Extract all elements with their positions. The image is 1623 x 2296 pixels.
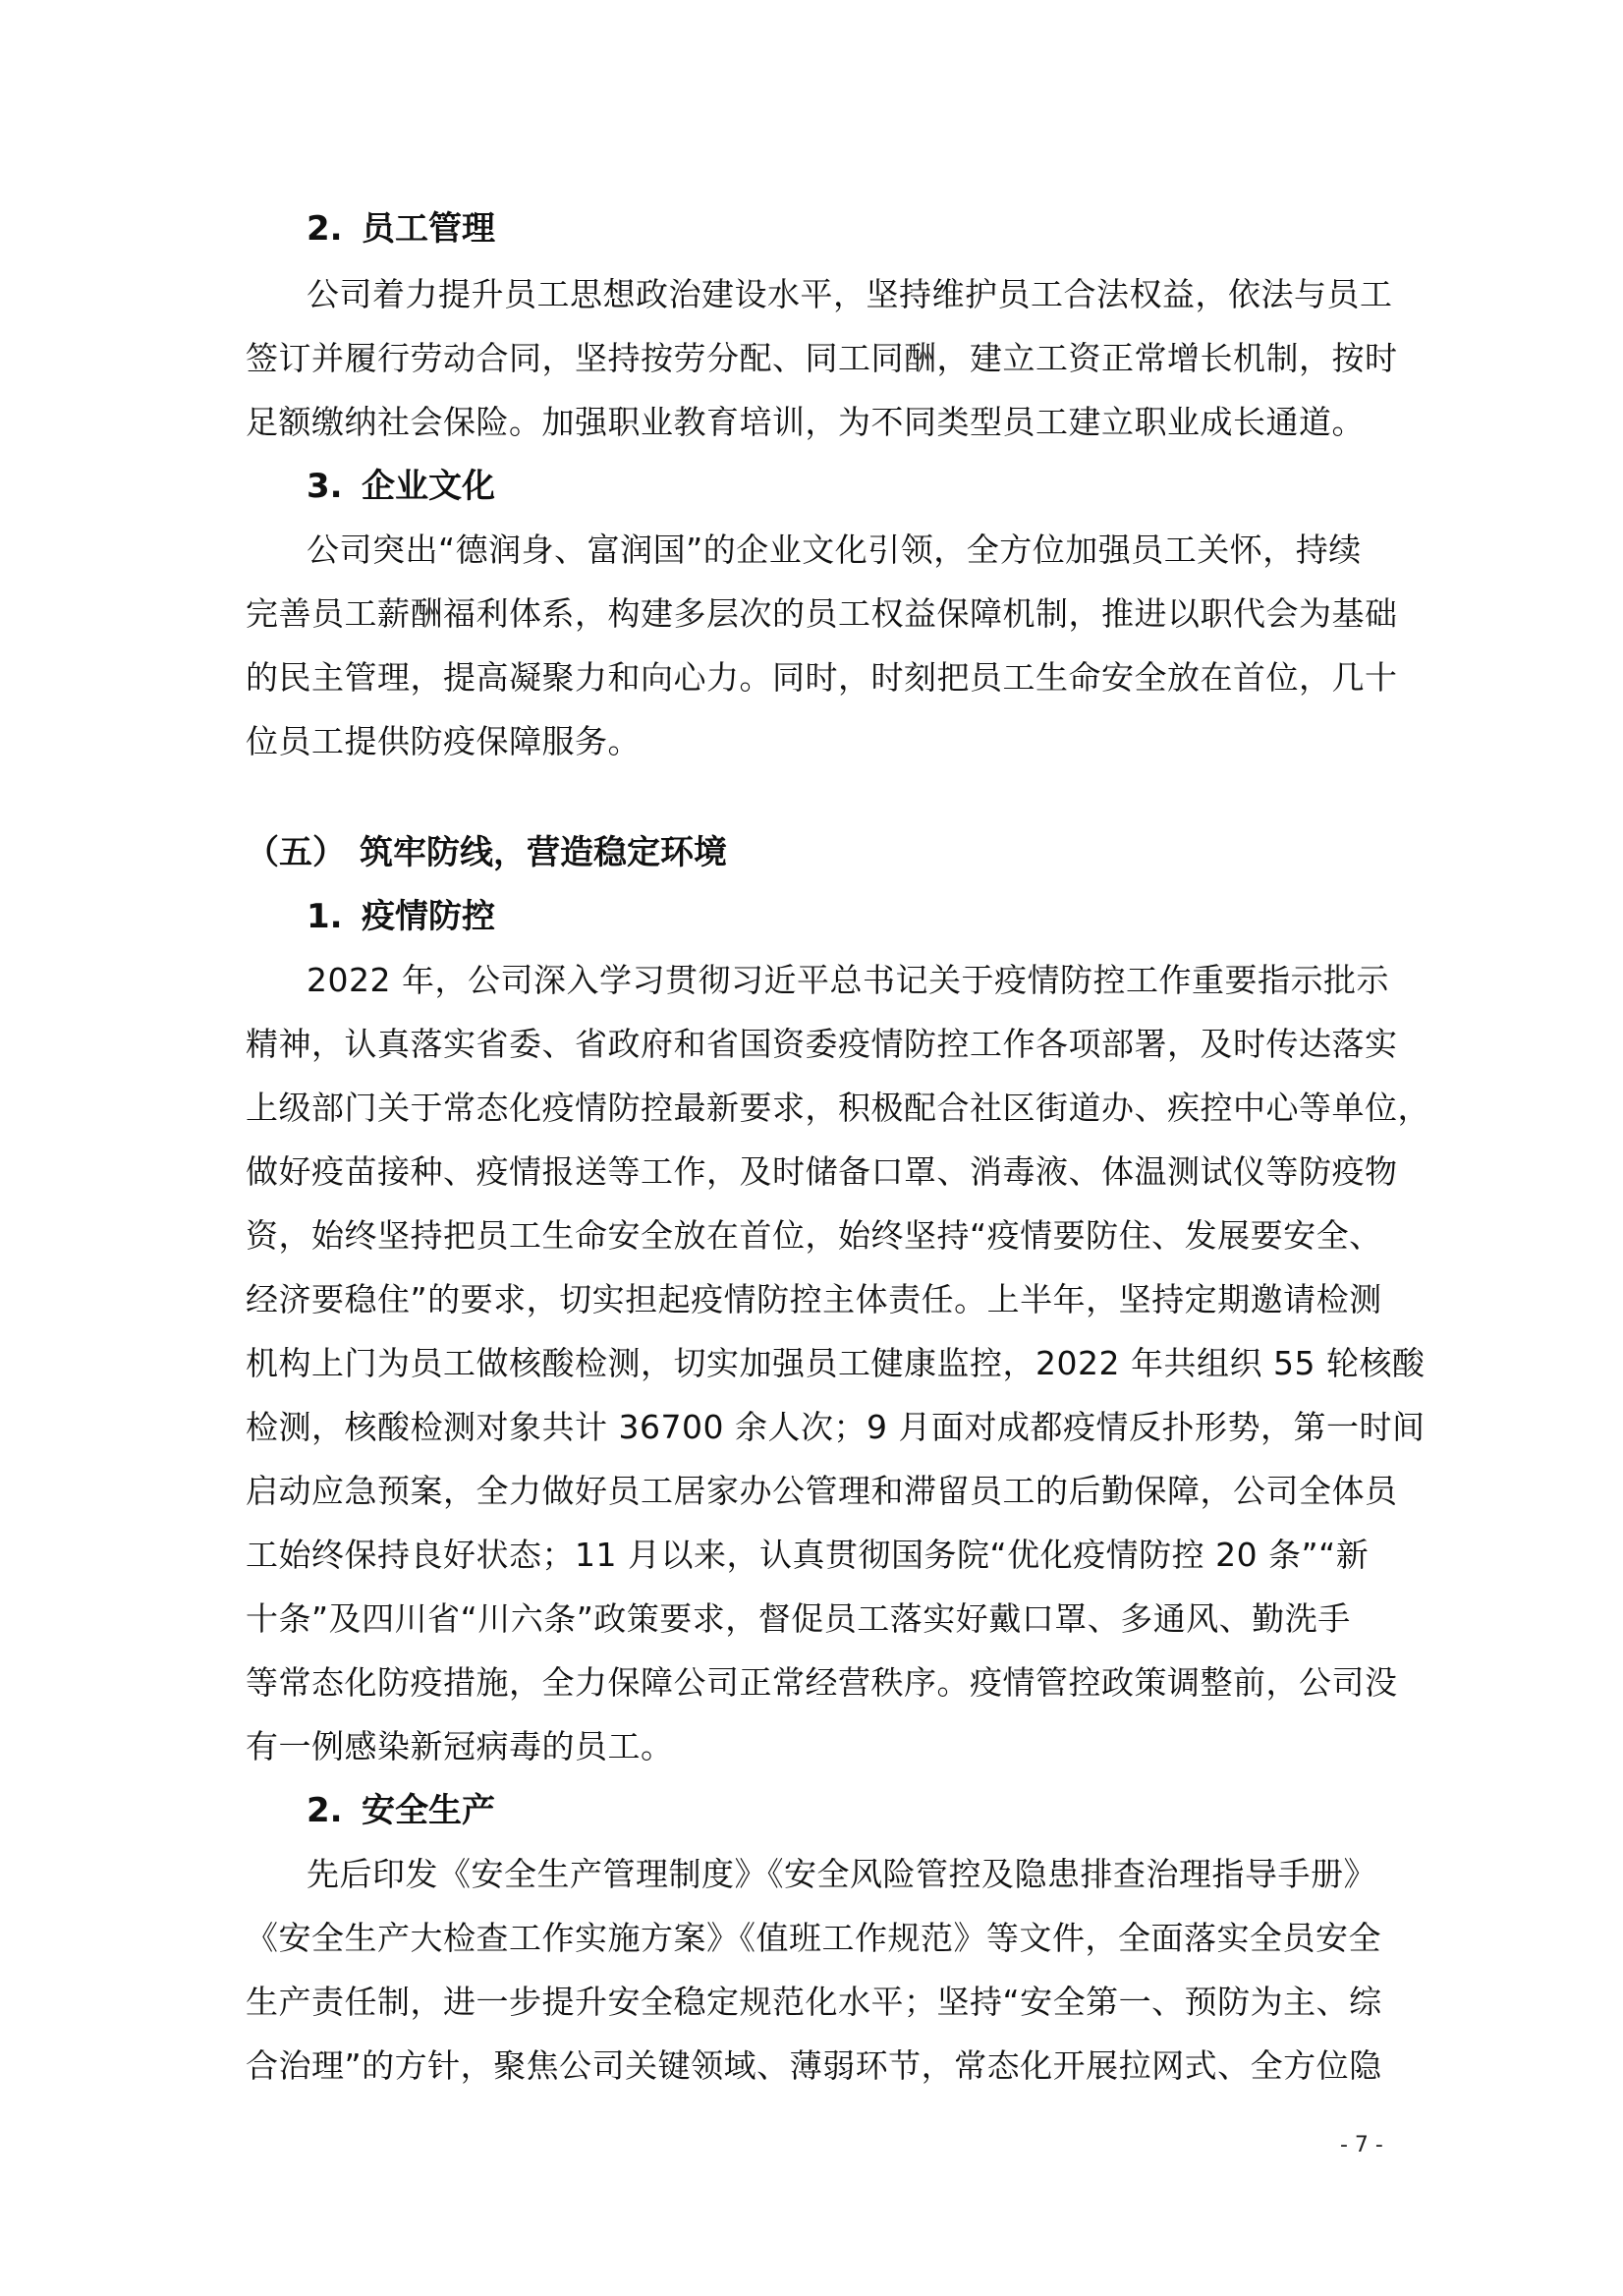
paragraph-line: 公司突出“德润身、富润国”的企业文化引领，全方位加强员工关怀，持续 [307, 531, 1362, 569]
paragraph-line: 工始终保持良好状态；11 月以来，认真贯彻国务院“优化疫情防控 20 条”“新 [246, 1536, 1370, 1574]
paragraph-line: 的民主管理，提高凝聚力和向心力。同时，时刻把员工生命安全放在首位，几十 [246, 658, 1398, 697]
paragraph-line: 经济要稳住”的要求，切实担起疫情防控主体责任。上半年，坚持定期邀请检测 [246, 1280, 1382, 1318]
section-title: 筑牢防线，营造稳定环境 [360, 833, 727, 872]
subheading-title: 安全生产 [362, 1791, 495, 1830]
subheading-title: 企业文化 [362, 467, 495, 506]
paragraph-line: 合治理”的方针，聚焦公司关键领域、薄弱环节，常态化开展拉网式、全方位隐 [246, 2046, 1382, 2085]
subheading-employee-management [307, 209, 495, 249]
paragraph-line: 启动应急预案，全力做好员工居家办公管理和滞留员工的后勤保障，公司全体员 [246, 1472, 1398, 1510]
paragraph-line: 完善员工薪酬福利体系，构建多层次的员工权益保障机制，推进以职代会为基础 [246, 594, 1398, 633]
page-number: - 7 - [1340, 2133, 1383, 2157]
paragraph-line: 资，始终坚持把员工生命安全放在首位，始终坚持“疫情要防住、发展要安全、 [246, 1216, 1382, 1255]
subheading-number: 1. [307, 897, 343, 936]
paragraph-line: 位员工提供防疫保障服务。 [246, 722, 641, 760]
paragraph-line: 2022 年，公司深入学习贯彻习近平总书记关于疫情防控工作重要指示批示 [307, 961, 1389, 999]
paragraph-line: 足额缴纳社会保险。加强职业教育培训，为不同类型员工建立职业成长通道。 [246, 403, 1365, 441]
section-number: （五） [246, 833, 346, 872]
paragraph-line: 检测，核酸检测对象共计 36700 余人次；9 月面对成都疫情反扑形势，第一时间 [246, 1408, 1426, 1446]
paragraph-line: 签订并履行劳动合同，坚持按劳分配、同工同酬，建立工资正常增长机制，按时 [246, 339, 1398, 377]
paragraph-line: 等常态化防疫措施，全力保障公司正常经营秩序。疫情管控政策调整前，公司没 [246, 1663, 1398, 1702]
paragraph-line: 先后印发《安全生产管理制度》《安全风险管控及隐患排查治理指导手册》 [307, 1855, 1376, 1893]
subheading-number: 3. [307, 467, 343, 506]
paragraph-line: 做好疫苗接种、疫情报送等工作，及时储备口罩、消毒液、体温测试仪等防疫物 [246, 1152, 1398, 1191]
paragraph-line: 上级部门关于常态化疫情防控最新要求，积极配合社区街道办、疾控中心等单位， [246, 1089, 1430, 1127]
subheading-epidemic-control [307, 897, 495, 936]
section-heading-five [246, 833, 727, 872]
paragraph-line: 十条”及四川省“川六条”政策要求，督促员工落实好戴口罩、多通风、勤洗手 [246, 1599, 1351, 1638]
paragraph-line: 公司着力提升员工思想政治建设水平，坚持维护员工合法权益，依法与员工 [307, 275, 1393, 313]
paragraph-line: 机构上门为员工做核酸检测，切实加强员工健康监控，2022 年共组织 55 轮核酸 [246, 1344, 1426, 1382]
subheading-production-safety [307, 1791, 495, 1830]
paragraph-line: 有一例感染新冠病毒的员工。 [246, 1727, 674, 1765]
paragraph-line: 《安全生产大检查工作实施方案》《值班工作规范》等文件，全面落实全员安全 [246, 1919, 1381, 1957]
subheading-number: 2. [307, 1791, 343, 1830]
subheading-corporate-culture [307, 467, 495, 506]
paragraph-line: 生产责任制，进一步提升安全稳定规范化水平；坚持“安全第一、预防为主、综 [246, 1983, 1382, 2021]
subheading-title: 疫情防控 [362, 897, 495, 936]
paragraph-line: 精神，认真落实省委、省政府和省国资委疫情防控工作各项部署，及时传达落实 [246, 1025, 1398, 1063]
subheading-number: 2. [307, 209, 343, 249]
subheading-title: 员工管理 [362, 209, 495, 249]
